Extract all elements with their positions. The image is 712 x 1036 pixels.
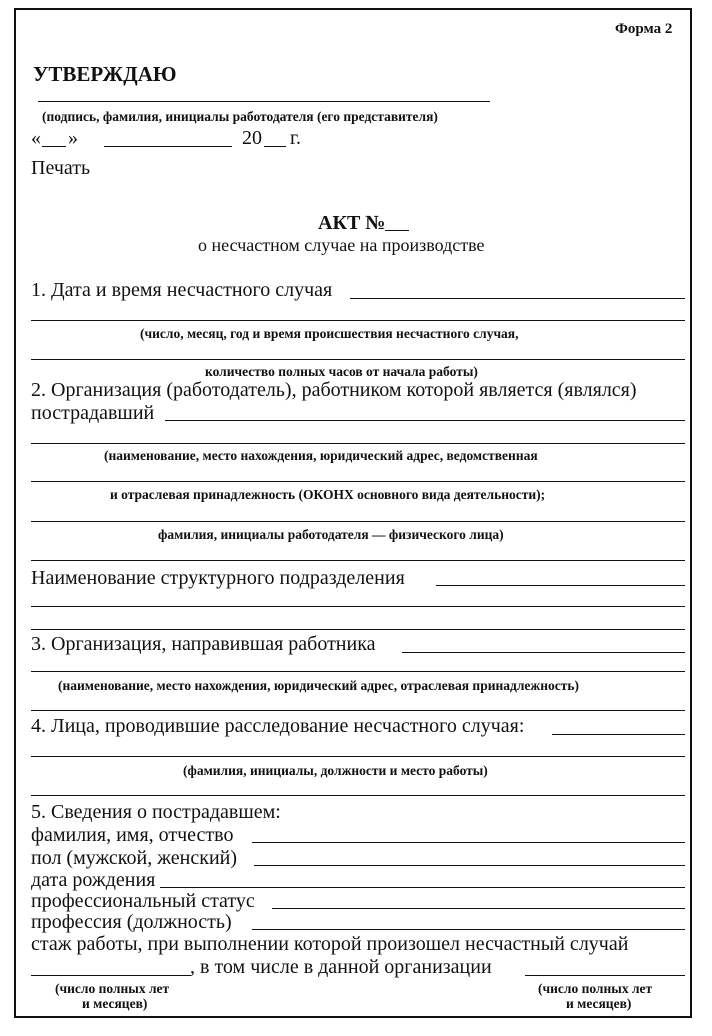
section2-label-2: пострадавший	[31, 402, 155, 424]
signature-line[interactable]	[38, 101, 490, 102]
section1-caption2: количество полных часов от начала работы)	[205, 364, 478, 379]
section1-line2[interactable]	[31, 320, 685, 321]
section1-line3[interactable]	[31, 359, 685, 360]
sex-label: пол (мужской, женский)	[31, 847, 238, 869]
full-name-label: фамилия, имя, отчество	[31, 824, 234, 846]
section3-label: 3. Организация, направившая работника	[31, 633, 376, 655]
section2-line2[interactable]	[31, 443, 685, 444]
section3-line2[interactable]	[31, 671, 685, 672]
section2-line4[interactable]	[31, 521, 685, 522]
section4-line1[interactable]	[552, 734, 685, 735]
section2-caption3: фамилия, инициалы работодателя — физического лица)	[158, 527, 504, 542]
section1-label: 1. Дата и время несчастного случая	[31, 279, 333, 301]
experience-total-line[interactable]	[31, 975, 191, 976]
caption-left-2: и месяцев)	[82, 996, 148, 1011]
form-number: Форма 2	[615, 21, 673, 37]
section2-line3[interactable]	[31, 481, 685, 482]
signature-caption: (подпись, фамилия, инициалы работодателя (его представителя)	[42, 109, 438, 124]
experience-label: стаж работы, при выполнении которой произошел несчастный случай	[31, 933, 629, 955]
section1-line[interactable]	[350, 298, 685, 299]
section4-caption: (фамилия, инициалы, должности и место работы)	[183, 763, 488, 778]
structural-unit-line1[interactable]	[436, 585, 685, 586]
structural-unit-line2[interactable]	[31, 606, 685, 607]
profession-line[interactable]	[252, 929, 685, 930]
caption-right-2: и месяцев)	[566, 996, 632, 1011]
section4-line2[interactable]	[31, 756, 685, 757]
section3-line1[interactable]	[402, 652, 685, 653]
section3-line3[interactable]	[31, 710, 685, 711]
section2-caption1: (наименование, место нахождения, юридический адрес, ведомственная	[104, 448, 538, 463]
section2-label-1: 2. Организация (работодатель), работником которой является (являлся)	[31, 379, 637, 401]
section4-label: 4. Лица, проводившие расследование несчастного случая:	[31, 715, 525, 737]
caption-right-1: (число полных лет	[538, 981, 653, 996]
in-org-label: , в том числе в данной организации	[190, 956, 492, 978]
quote-open: «	[31, 127, 41, 149]
prof-status-line[interactable]	[272, 908, 685, 909]
experience-org-line[interactable]	[525, 975, 685, 976]
section4-line3[interactable]	[31, 795, 685, 796]
year-suffix: г.	[290, 127, 301, 149]
birth-date-line[interactable]	[160, 887, 685, 888]
section5-label: 5. Сведения о пострадавшем:	[31, 801, 281, 823]
approve-title: УТВЕРЖДАЮ	[33, 62, 177, 86]
section2-line1[interactable]	[165, 420, 685, 421]
structural-unit-label: Наименование структурного подразделения	[31, 567, 405, 589]
caption-left-1: (число полных лет	[55, 981, 170, 996]
structural-unit-line3[interactable]	[31, 629, 685, 630]
act-title: АКТ №	[318, 212, 386, 234]
full-name-line[interactable]	[252, 842, 685, 843]
act-number-line[interactable]	[385, 230, 409, 231]
section2-line5[interactable]	[31, 560, 685, 561]
year-line[interactable]	[264, 146, 286, 147]
month-line[interactable]	[104, 146, 232, 147]
section1-caption1: (число, месяц, год и время происшествия несчастного случая,	[140, 326, 519, 341]
act-subtitle: о несчастном случае на производстве	[198, 235, 485, 255]
section3-caption: (наименование, место нахождения, юридический адрес, отраслевая принадлежность)	[58, 678, 579, 693]
prof-status-label: профессиональный статус	[31, 890, 255, 912]
stamp-label: Печать	[31, 157, 91, 179]
year-prefix: 20	[242, 127, 262, 149]
quote-close: »	[68, 127, 78, 149]
profession-label: профессия (должность)	[31, 911, 232, 933]
birth-date-label: дата рождения	[31, 869, 156, 891]
day-line[interactable]	[42, 146, 66, 147]
sex-line[interactable]	[254, 865, 685, 866]
section2-caption2: и отраслевая принадлежность (ОКОНХ основного вида деятельности);	[110, 487, 546, 502]
